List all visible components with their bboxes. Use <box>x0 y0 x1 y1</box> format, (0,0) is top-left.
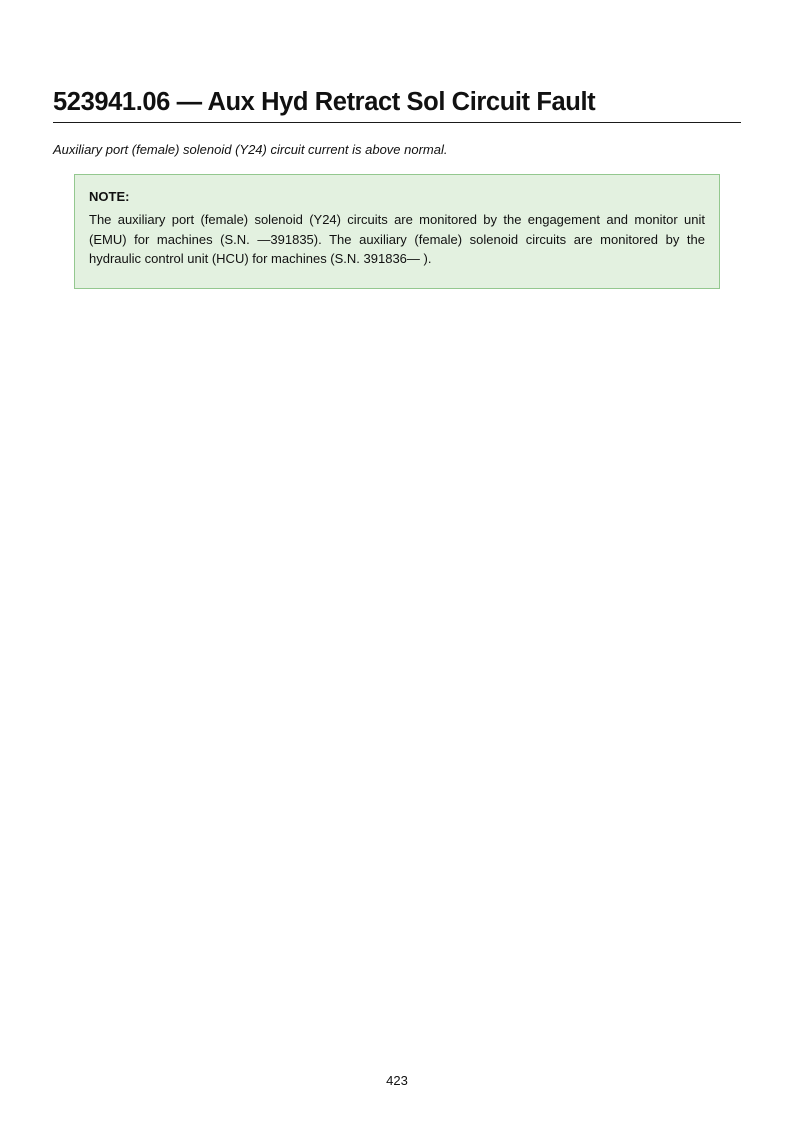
fault-description: Auxiliary port (female) solenoid (Y24) circuit current is above normal. <box>53 142 448 157</box>
note-box <box>74 174 720 289</box>
note-body: The auxiliary port (female) solenoid (Y24) circuits are monitored by the engagement and monitor unit (EMU) for machines (S.N. —391835). The auxiliary (female) solenoid circuits are monitored by the hydraulic control unit (HCU) for machines (S.N. 391836— ). <box>89 212 705 266</box>
title-divider <box>53 122 741 123</box>
page-title: 523941.06 — Aux Hyd Retract Sol Circuit Fault <box>53 88 596 116</box>
page-number: 423 <box>386 1073 408 1088</box>
note-heading: NOTE: <box>89 189 130 204</box>
